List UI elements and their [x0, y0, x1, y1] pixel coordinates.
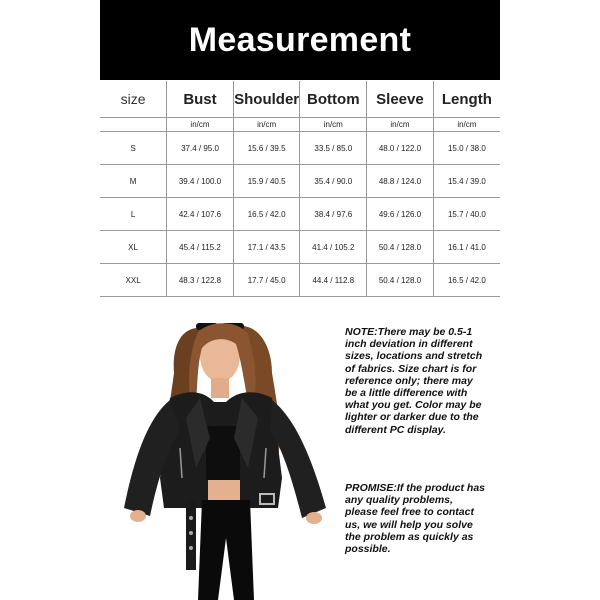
belt-eyelet-shape	[189, 531, 193, 535]
unit-cell: in/cm	[167, 118, 234, 132]
unit-cell-empty	[100, 118, 167, 132]
table-cell: 39.4 / 100.0	[167, 165, 234, 198]
column-header: Length	[433, 81, 500, 118]
table-cell: 50.4 / 128.0	[367, 231, 434, 264]
table-row	[100, 165, 500, 198]
midriff-shape	[208, 480, 240, 500]
belt-eyelet-shape	[189, 516, 193, 520]
neck-shape	[211, 378, 229, 398]
size-column-header: size	[100, 81, 167, 118]
belt-eyelet-shape	[189, 546, 193, 550]
table-cell: 15.0 / 38.0	[433, 132, 500, 165]
pants-shape	[198, 500, 254, 600]
unit-cell: in/cm	[233, 118, 300, 132]
unit-cell: in/cm	[433, 118, 500, 132]
table-header-row	[100, 81, 500, 118]
model-photo	[110, 318, 340, 600]
table-row	[100, 264, 500, 297]
table-cell: 45.4 / 115.2	[167, 231, 234, 264]
table-cell: 41.4 / 105.2	[300, 231, 367, 264]
table-cell: 15.7 / 40.0	[433, 198, 500, 231]
table-cell: 15.4 / 39.0	[433, 165, 500, 198]
table-cell: 38.4 / 97.6	[300, 198, 367, 231]
column-header: Bottom	[300, 81, 367, 118]
table-cell: 15.9 / 40.5	[233, 165, 300, 198]
table-unit-row	[100, 118, 500, 132]
size-cell: XXL	[100, 264, 167, 297]
size-chart-table	[100, 81, 500, 297]
table-cell: 17.1 / 43.5	[233, 231, 300, 264]
table-cell: 16.5 / 42.0	[433, 264, 500, 297]
size-cell: L	[100, 198, 167, 231]
promise-text: PROMISE:If the product has any quality problems, please feel free to contact us, we will help you solve the problem as quickly as possible.	[345, 482, 486, 556]
hand-shape	[130, 510, 146, 522]
hand-shape	[306, 512, 322, 524]
size-cell: XL	[100, 231, 167, 264]
table-cell: 49.6 / 126.0	[367, 198, 434, 231]
table-row	[100, 132, 500, 165]
table-cell: 16.5 / 42.0	[233, 198, 300, 231]
table-cell: 48.3 / 122.8	[167, 264, 234, 297]
table-cell: 50.4 / 128.0	[367, 264, 434, 297]
table-cell: 35.4 / 90.0	[300, 165, 367, 198]
table-cell: 17.7 / 45.0	[233, 264, 300, 297]
table-cell: 33.5 / 85.0	[300, 132, 367, 165]
size-cell: S	[100, 132, 167, 165]
table-cell: 42.4 / 107.6	[167, 198, 234, 231]
table-cell: 44.4 / 112.8	[300, 264, 367, 297]
size-cell: M	[100, 165, 167, 198]
unit-cell: in/cm	[367, 118, 434, 132]
table-cell: 48.0 / 122.0	[367, 132, 434, 165]
note-text: NOTE:There may be 0.5-1 inch deviation in different sizes, locations and stretch of fabrics. Size chart is for reference only; there may be a little difference with what you get. Color may be lighter or darker due to the different PC display.	[345, 326, 483, 436]
column-header: Shoulder	[233, 81, 300, 118]
table-row	[100, 231, 500, 264]
page-title: Measurement	[188, 20, 412, 59]
column-header: Sleeve	[367, 81, 434, 118]
table-cell: 37.4 / 95.0	[167, 132, 234, 165]
table-cell: 48.8 / 124.0	[367, 165, 434, 198]
table-row	[100, 198, 500, 231]
column-header: Bust	[167, 81, 234, 118]
unit-cell: in/cm	[300, 118, 367, 132]
header-banner	[100, 0, 500, 80]
table-cell: 16.1 / 41.0	[433, 231, 500, 264]
table-cell: 15.6 / 39.5	[233, 132, 300, 165]
